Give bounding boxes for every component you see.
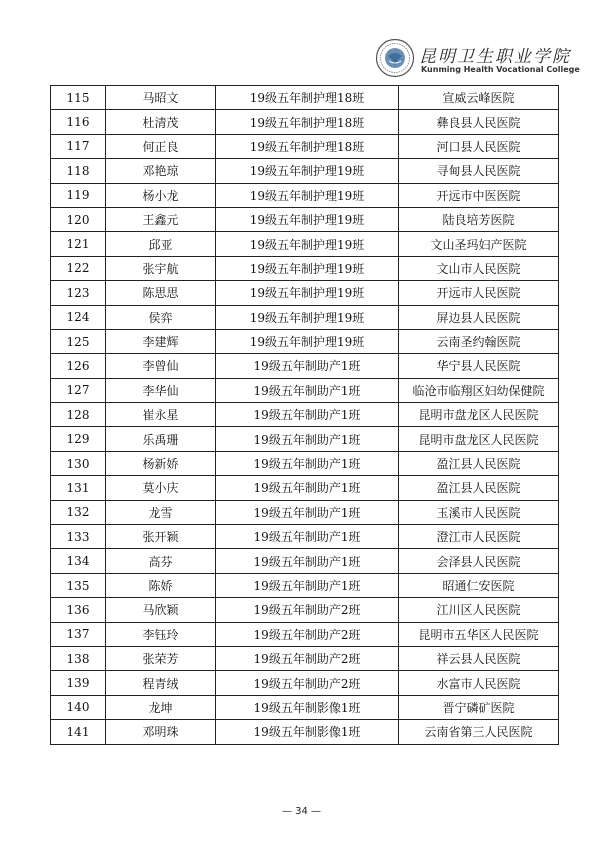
class-cell: 19级五年制助产1班 bbox=[216, 525, 399, 549]
placement-table bbox=[50, 85, 559, 745]
class-cell: 19级五年制助产1班 bbox=[216, 354, 399, 378]
placement-table-body bbox=[51, 86, 559, 745]
class-cell: 19级五年制助产1班 bbox=[216, 573, 399, 597]
row-number-cell: 136 bbox=[51, 598, 106, 622]
table-row bbox=[51, 159, 559, 183]
student-name-cell: 王鑫元 bbox=[106, 207, 216, 231]
class-cell: 19级五年制助产1班 bbox=[216, 427, 399, 451]
hospital-cell: 昆明市盘龙区人民医院 bbox=[399, 427, 559, 451]
table-row bbox=[51, 305, 559, 329]
hospital-cell: 屏边县人民医院 bbox=[399, 305, 559, 329]
table-row bbox=[51, 622, 559, 646]
hospital-cell: 开远市中医医院 bbox=[399, 183, 559, 207]
student-name-cell: 邱亚 bbox=[106, 232, 216, 256]
row-number-cell: 124 bbox=[51, 305, 106, 329]
hospital-cell: 昆明市盘龙区人民医院 bbox=[399, 403, 559, 427]
table-row bbox=[51, 403, 559, 427]
college-header bbox=[373, 36, 580, 86]
table-row bbox=[51, 256, 559, 280]
class-cell: 19级五年制护理19班 bbox=[216, 207, 399, 231]
class-cell: 19级五年制护理18班 bbox=[216, 134, 399, 158]
class-cell: 19级五年制助产1班 bbox=[216, 549, 399, 573]
hospital-cell: 华宁县人民医院 bbox=[399, 354, 559, 378]
row-number-cell: 141 bbox=[51, 720, 106, 744]
class-cell: 19级五年制影像1班 bbox=[216, 695, 399, 719]
class-cell: 19级五年制助产1班 bbox=[216, 378, 399, 402]
hospital-cell: 河口县人民医院 bbox=[399, 134, 559, 158]
class-cell: 19级五年制助产2班 bbox=[216, 598, 399, 622]
class-cell: 19级五年制护理19班 bbox=[216, 305, 399, 329]
table-row bbox=[51, 110, 559, 134]
student-name-cell: 李华仙 bbox=[106, 378, 216, 402]
hospital-cell: 宣威云峰医院 bbox=[399, 86, 559, 110]
student-name-cell: 李钰玲 bbox=[106, 622, 216, 646]
college-name-cn: 昆明卫生职业学院 bbox=[419, 47, 571, 67]
row-number-cell: 131 bbox=[51, 476, 106, 500]
table-row bbox=[51, 281, 559, 305]
class-cell: 19级五年制护理18班 bbox=[216, 110, 399, 134]
class-cell: 19级五年制护理19班 bbox=[216, 159, 399, 183]
student-name-cell: 莫小庆 bbox=[106, 476, 216, 500]
class-cell: 19级五年制影像1班 bbox=[216, 720, 399, 744]
table-row bbox=[51, 525, 559, 549]
table-row bbox=[51, 427, 559, 451]
class-cell: 19级五年制护理18班 bbox=[216, 86, 399, 110]
row-number-cell: 137 bbox=[51, 622, 106, 646]
hospital-cell: 临沧市临翔区妇幼保健院 bbox=[399, 378, 559, 402]
student-name-cell: 杨小龙 bbox=[106, 183, 216, 207]
class-cell: 19级五年制助产2班 bbox=[216, 622, 399, 646]
hospital-cell: 盈江县人民医院 bbox=[399, 476, 559, 500]
table-row bbox=[51, 86, 559, 110]
student-name-cell: 邓明珠 bbox=[106, 720, 216, 744]
row-number-cell: 123 bbox=[51, 281, 106, 305]
row-number-cell: 120 bbox=[51, 207, 106, 231]
hospital-cell: 澄江市人民医院 bbox=[399, 525, 559, 549]
hospital-cell: 文山圣玛妇产医院 bbox=[399, 232, 559, 256]
row-number-cell: 134 bbox=[51, 549, 106, 573]
class-cell: 19级五年制护理19班 bbox=[216, 183, 399, 207]
table-row bbox=[51, 695, 559, 719]
table-row bbox=[51, 671, 559, 695]
row-number-cell: 132 bbox=[51, 500, 106, 524]
row-number-cell: 127 bbox=[51, 378, 106, 402]
table-row bbox=[51, 378, 559, 402]
class-cell: 19级五年制助产2班 bbox=[216, 671, 399, 695]
row-number-cell: 128 bbox=[51, 403, 106, 427]
table-row bbox=[51, 134, 559, 158]
class-cell: 19级五年制护理19班 bbox=[216, 281, 399, 305]
row-number-cell: 129 bbox=[51, 427, 106, 451]
class-cell: 19级五年制护理19班 bbox=[216, 256, 399, 280]
row-number-cell: 138 bbox=[51, 646, 106, 670]
student-name-cell: 张开颖 bbox=[106, 525, 216, 549]
hospital-cell: 云南省第三人民医院 bbox=[399, 720, 559, 744]
student-name-cell: 张荣芳 bbox=[106, 646, 216, 670]
hospital-cell: 陆良培芳医院 bbox=[399, 207, 559, 231]
student-name-cell: 杨新娇 bbox=[106, 451, 216, 475]
student-name-cell: 侯弈 bbox=[106, 305, 216, 329]
hospital-cell: 开远市人民医院 bbox=[399, 281, 559, 305]
row-number-cell: 118 bbox=[51, 159, 106, 183]
class-cell: 19级五年制助产1班 bbox=[216, 476, 399, 500]
table-row bbox=[51, 573, 559, 597]
student-name-cell: 陈思思 bbox=[106, 281, 216, 305]
student-name-cell: 乐禹珊 bbox=[106, 427, 216, 451]
hospital-cell: 云南圣约翰医院 bbox=[399, 329, 559, 353]
row-number-cell: 121 bbox=[51, 232, 106, 256]
class-cell: 19级五年制助产1班 bbox=[216, 403, 399, 427]
hospital-cell: 玉溪市人民医院 bbox=[399, 500, 559, 524]
table-row bbox=[51, 500, 559, 524]
student-name-cell: 程青绒 bbox=[106, 671, 216, 695]
row-number-cell: 119 bbox=[51, 183, 106, 207]
table-row bbox=[51, 329, 559, 353]
student-name-cell: 龙坤 bbox=[106, 695, 216, 719]
student-name-cell: 李建辉 bbox=[106, 329, 216, 353]
table-row bbox=[51, 207, 559, 231]
class-cell: 19级五年制助产1班 bbox=[216, 500, 399, 524]
student-name-cell: 崔永星 bbox=[106, 403, 216, 427]
row-number-cell: 116 bbox=[51, 110, 106, 134]
row-number-cell: 122 bbox=[51, 256, 106, 280]
hospital-cell: 文山市人民医院 bbox=[399, 256, 559, 280]
row-number-cell: 125 bbox=[51, 329, 106, 353]
hospital-cell: 晋宁磷矿医院 bbox=[399, 695, 559, 719]
row-number-cell: 140 bbox=[51, 695, 106, 719]
hospital-cell: 彝良县人民医院 bbox=[399, 110, 559, 134]
table-row bbox=[51, 232, 559, 256]
student-name-cell: 张宇航 bbox=[106, 256, 216, 280]
student-name-cell: 马欣颖 bbox=[106, 598, 216, 622]
student-name-cell: 高芬 bbox=[106, 549, 216, 573]
student-name-cell: 马昭文 bbox=[106, 86, 216, 110]
hospital-cell: 昭通仁安医院 bbox=[399, 573, 559, 597]
hospital-cell: 昆明市五华区人民医院 bbox=[399, 622, 559, 646]
row-number-cell: 130 bbox=[51, 451, 106, 475]
hospital-cell: 寻甸县人民医院 bbox=[399, 159, 559, 183]
class-cell: 19级五年制助产2班 bbox=[216, 646, 399, 670]
college-name-en: Kunming Health Vocational College bbox=[421, 65, 580, 74]
hospital-cell: 盈江县人民医院 bbox=[399, 451, 559, 475]
student-name-cell: 杜清茂 bbox=[106, 110, 216, 134]
table-row bbox=[51, 549, 559, 573]
hospital-cell: 江川区人民医院 bbox=[399, 598, 559, 622]
table-row bbox=[51, 476, 559, 500]
class-cell: 19级五年制助产1班 bbox=[216, 451, 399, 475]
row-number-cell: 135 bbox=[51, 573, 106, 597]
class-cell: 19级五年制护理19班 bbox=[216, 329, 399, 353]
row-number-cell: 126 bbox=[51, 354, 106, 378]
student-name-cell: 龙雪 bbox=[106, 500, 216, 524]
page-number: — 34 — bbox=[281, 806, 322, 817]
row-number-cell: 115 bbox=[51, 86, 106, 110]
student-name-cell: 何正良 bbox=[106, 134, 216, 158]
student-name-cell: 邓艳琼 bbox=[106, 159, 216, 183]
row-number-cell: 133 bbox=[51, 525, 106, 549]
student-name-cell: 陈娇 bbox=[106, 573, 216, 597]
row-number-cell: 139 bbox=[51, 671, 106, 695]
class-cell: 19级五年制护理19班 bbox=[216, 232, 399, 256]
row-number-cell: 117 bbox=[51, 134, 106, 158]
table-row bbox=[51, 720, 559, 744]
table-row bbox=[51, 354, 559, 378]
table-row bbox=[51, 646, 559, 670]
college-logo-icon bbox=[375, 38, 415, 78]
student-name-cell: 李曾仙 bbox=[106, 354, 216, 378]
table-row bbox=[51, 451, 559, 475]
hospital-cell: 会泽县人民医院 bbox=[399, 549, 559, 573]
table-row bbox=[51, 183, 559, 207]
hospital-cell: 水富市人民医院 bbox=[399, 671, 559, 695]
hospital-cell: 祥云县人民医院 bbox=[399, 646, 559, 670]
table-row bbox=[51, 598, 559, 622]
